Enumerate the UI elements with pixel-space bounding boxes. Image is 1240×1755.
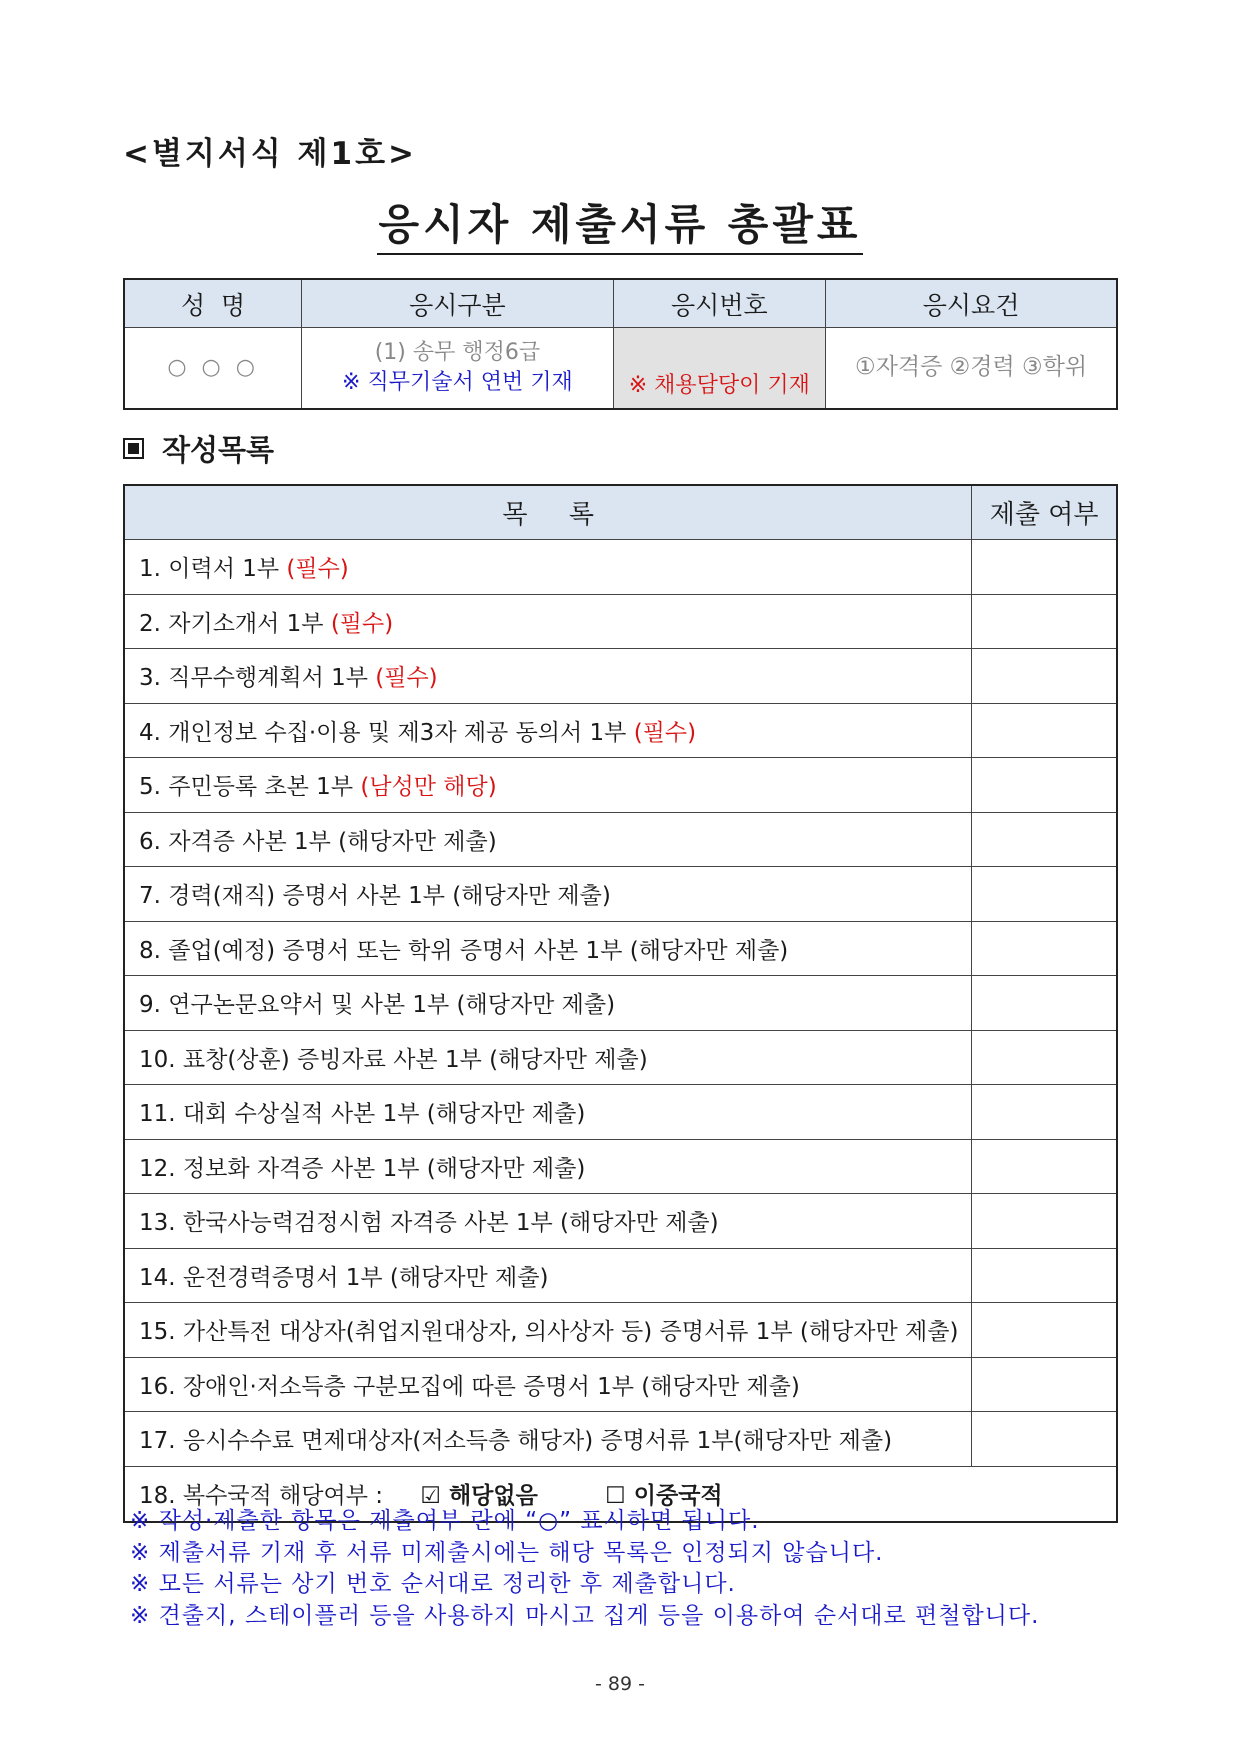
list-body xyxy=(124,540,1117,1467)
list-item-text xyxy=(124,1303,972,1358)
list-item xyxy=(124,976,1117,1031)
submit-check-cell[interactable] xyxy=(972,867,1117,922)
submit-check-cell[interactable] xyxy=(972,1085,1117,1140)
list-item-text xyxy=(124,703,972,758)
list-item xyxy=(124,812,1117,867)
category-value: (1) 송무 행정6급 xyxy=(374,340,541,366)
submit-check-cell[interactable] xyxy=(972,1139,1117,1194)
document-list-table xyxy=(123,484,1118,1523)
submit-check-cell[interactable] xyxy=(972,1303,1117,1358)
list-item-text xyxy=(124,758,972,813)
document-title-text: 응시자 제출서류 총괄표 xyxy=(377,200,864,255)
submit-check-cell[interactable] xyxy=(972,1357,1117,1412)
list-item-label: 6. 자격증 사본 1부 (해당자만 제출) xyxy=(139,828,497,855)
list-item-text xyxy=(124,921,972,976)
list-item-label: 17. 응시수수료 면제대상자(저소득층 해당자) 증명서류 1부(해당자만 제출) xyxy=(139,1428,893,1455)
list-item-text xyxy=(124,1030,972,1085)
list-item-label: 12. 정보화 자격증 사본 1부 (해당자만 제출) xyxy=(139,1155,586,1182)
info-header-row xyxy=(124,279,1117,328)
list-item-tag: (필수) xyxy=(330,610,394,637)
submit-check-cell[interactable] xyxy=(972,1194,1117,1249)
submit-check-cell[interactable] xyxy=(972,976,1117,1031)
header-list: 목 록 xyxy=(124,485,972,540)
list-item-label: 8. 졸업(예정) 증명서 또는 학위 증명서 사본 1부 (해당자만 제출) xyxy=(139,937,789,964)
header-requirements: 응시요건 xyxy=(826,279,1117,328)
list-item-tag: (필수) xyxy=(633,719,697,746)
list-item-label: 14. 운전경력증명서 1부 (해당자만 제출) xyxy=(139,1264,549,1291)
list-item-text xyxy=(124,867,972,922)
list-item-label: 13. 한국사능력검정시험 자격증 사본 1부 (해당자만 제출) xyxy=(139,1210,719,1237)
list-item-label: 15. 가산특전 대상자(취업지원대상자, 의사상자 등) 증명서류 1부 (해당자만 제출) xyxy=(139,1319,959,1346)
list-item-label: 16. 장애인·저소득층 구분모집에 따른 증명서 1부 (해당자만 제출) xyxy=(139,1373,800,1400)
list-item xyxy=(124,703,1117,758)
list-item-label: 5. 주민등록 초본 1부 xyxy=(139,774,361,801)
submit-check-cell[interactable] xyxy=(972,921,1117,976)
list-item-tag: (남성만 해당) xyxy=(360,774,497,801)
list-item-text xyxy=(124,1412,972,1467)
submit-check-cell[interactable] xyxy=(972,703,1117,758)
category-field[interactable] xyxy=(302,328,613,410)
list-item-text xyxy=(124,594,972,649)
submit-check-cell[interactable] xyxy=(972,1412,1117,1467)
list-item-text xyxy=(124,1085,972,1140)
submit-check-cell[interactable] xyxy=(972,812,1117,867)
list-item-label: 10. 표창(상훈) 증빙자료 사본 1부 (해당자만 제출) xyxy=(139,1046,648,1073)
option-not-applicable[interactable]: ☑ 해당없음 xyxy=(420,1483,538,1509)
submit-check-cell[interactable] xyxy=(972,540,1117,595)
list-item xyxy=(124,921,1117,976)
list-item xyxy=(124,1357,1117,1412)
submit-check-cell[interactable] xyxy=(972,649,1117,704)
dual-citizenship-label: 18. 복수국적 해당여부 : xyxy=(139,1483,384,1509)
option-dual-citizenship[interactable]: ☐ 이중국적 xyxy=(605,1483,723,1509)
list-item-label: 11. 대회 수상실적 사본 1부 (해당자만 제출) xyxy=(139,1101,586,1128)
note-line: ※ 작성·제출한 항목은 제출여부 란에 “○” 표시하면 됩니다. xyxy=(130,1508,760,1534)
header-submit: 제출 여부 xyxy=(972,485,1117,540)
list-item-label: 1. 이력서 1부 xyxy=(139,556,287,583)
list-item xyxy=(124,594,1117,649)
list-item xyxy=(124,867,1117,922)
submit-check-cell[interactable] xyxy=(972,1248,1117,1303)
submit-check-cell[interactable] xyxy=(972,758,1117,813)
list-item-text xyxy=(124,1194,972,1249)
list-item-text xyxy=(124,1357,972,1412)
applicant-info-table xyxy=(123,278,1118,410)
list-item-text xyxy=(124,1139,972,1194)
note-line: ※ 제출서류 기재 후 서류 미제출시에는 해당 목록은 인정되지 않습니다. xyxy=(130,1539,884,1566)
list-item-text xyxy=(124,649,972,704)
list-item-label: 3. 직무수행계획서 1부 xyxy=(139,665,376,692)
requirements-field[interactable]: ①자격증 ②경력 ③학위 xyxy=(826,328,1117,410)
name-field[interactable]: ○ ○ ○ xyxy=(124,328,302,410)
category-note: ※ 직무기술서 연번 기재 xyxy=(342,370,573,395)
list-item xyxy=(124,1194,1117,1249)
note-line: ※ 견출지, 스테이플러 등을 사용하지 마시고 집게 등을 이용하여 순서대로 편철합니다. xyxy=(130,1602,1040,1629)
submit-check-cell[interactable] xyxy=(972,594,1117,649)
list-item xyxy=(124,1303,1117,1358)
list-item xyxy=(124,1412,1117,1467)
section-title: 작성목록 xyxy=(162,433,275,467)
filled-square-icon xyxy=(123,438,144,459)
note-line: ※ 모든 서류는 상기 번호 순서대로 정리한 후 제출합니다. xyxy=(130,1571,736,1597)
document-title xyxy=(0,192,1240,252)
list-item xyxy=(124,1085,1117,1140)
list-item xyxy=(124,1248,1117,1303)
list-item-label: 9. 연구논문요약서 및 사본 1부 (해당자만 제출) xyxy=(139,992,616,1019)
list-item xyxy=(124,758,1117,813)
list-item-text xyxy=(124,1248,972,1303)
list-item xyxy=(124,1139,1117,1194)
exam-number-note: ※ 채용담당이 기재 xyxy=(628,373,810,399)
list-item xyxy=(124,1030,1117,1085)
list-item xyxy=(124,540,1117,595)
header-name: 성 명 xyxy=(124,279,302,328)
list-item-label: 7. 경력(재직) 증명서 사본 1부 (해당자만 제출) xyxy=(139,883,611,910)
list-item-text xyxy=(124,540,972,595)
section-heading xyxy=(123,428,274,469)
list-header-row xyxy=(124,485,1117,540)
list-item-label: 2. 자기소개서 1부 xyxy=(139,610,331,637)
form-number: <별지서식 제1호> xyxy=(123,136,417,172)
list-item-label: 4. 개인정보 수집·이용 및 제3자 제공 동의서 1부 xyxy=(139,719,634,746)
list-item xyxy=(124,649,1117,704)
submit-check-cell[interactable] xyxy=(972,1030,1117,1085)
list-item-tag: (필수) xyxy=(375,665,438,692)
notes xyxy=(130,1506,1039,1632)
header-number: 응시번호 xyxy=(613,279,826,328)
list-item-text xyxy=(124,812,972,867)
page-number: - 89 - xyxy=(595,1673,645,1695)
info-value-row xyxy=(124,328,1117,410)
exam-number-field xyxy=(613,328,826,410)
list-item-tag: (필수) xyxy=(286,556,349,583)
header-category: 응시구분 xyxy=(302,279,613,328)
list-item-text xyxy=(124,976,972,1031)
